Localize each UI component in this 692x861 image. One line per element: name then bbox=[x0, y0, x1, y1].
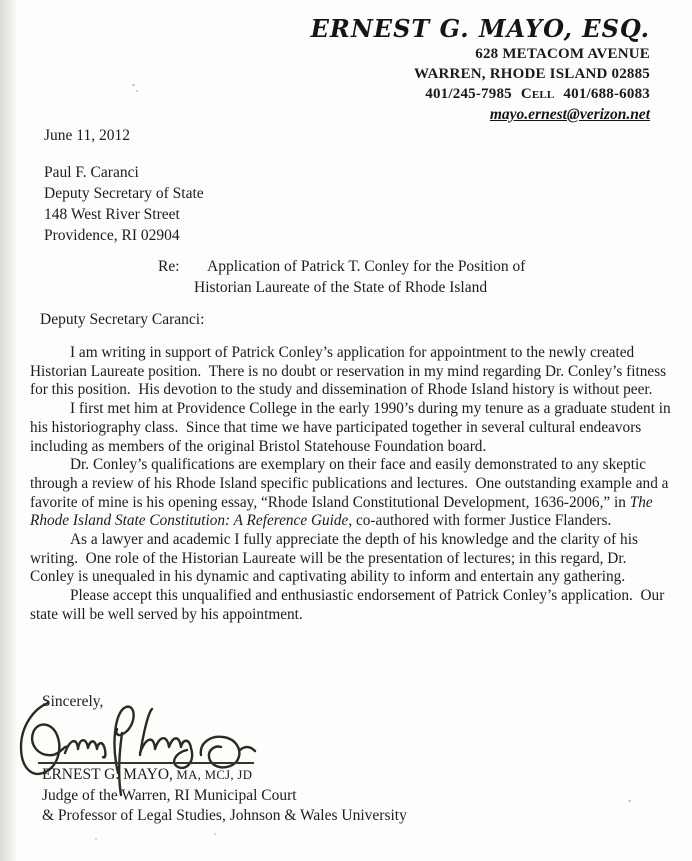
cell-label: Cell bbox=[520, 86, 555, 102]
letterhead-street: 628 METACOM AVENUE bbox=[475, 46, 650, 62]
re-block bbox=[158, 256, 525, 298]
recipient-address bbox=[44, 162, 204, 246]
scan-artifact bbox=[214, 833, 216, 835]
letterhead-email: mayo.ernest@verizon.net bbox=[489, 106, 650, 123]
book-title: The Rhode Island State Constitution: A Reference Guide bbox=[30, 493, 657, 530]
recipient-street: 148 West River Street bbox=[44, 206, 180, 223]
signer-title-2: & Professor of Legal Studies, Johnson & Wales University bbox=[42, 807, 407, 824]
scan-edge-shadow bbox=[0, 0, 18, 861]
paragraph-3-text: Dr. Conley’s qualifications are exemplary on their face and easily demonstrated to any skeptic through a review of his Rhode Island specific publications and lectures. One outstanding example and a favorite of mine is his opening essay, “Rhode Island Constitutional Development, 1636-2006,” in bbox=[30, 456, 673, 511]
letterhead bbox=[311, 14, 650, 125]
phone-home: 401/245-7985 bbox=[425, 86, 512, 102]
scan-artifact bbox=[628, 800, 631, 802]
valediction: Sincerely, bbox=[42, 693, 104, 710]
recipient-name: Paul F. Caranci bbox=[44, 164, 139, 181]
letter-body bbox=[30, 344, 675, 625]
scan-artifact bbox=[136, 90, 138, 92]
paragraph-3 bbox=[30, 456, 672, 531]
letterhead-name: ERNEST G. MAYO, ESQ. bbox=[310, 14, 650, 43]
recipient-title: Deputy Secretary of State bbox=[44, 185, 204, 202]
paragraph-2: I first met him at Providence College in the early 1990’s during my tenure as a graduate student in his historiography class. Since that time we have participated together in several cultural endeavors including as members of the original Bristol Statehouse Foundation board. bbox=[30, 400, 675, 455]
letterhead-city: WARREN, RHODE ISLAND 02885 bbox=[413, 66, 650, 82]
signature-underline bbox=[38, 762, 254, 764]
paragraph-1: I am writing in support of Patrick Conley’s application for appointment to the newly created Historian Laureate position. There is no doubt or reservation in my mind regarding Dr. Conley’s fitness for this position. His devotion to the study and dissemination of Rhode Island history is without peer. bbox=[30, 344, 670, 399]
credentials: MA, MCJ, JD bbox=[172, 768, 253, 782]
re-text bbox=[194, 256, 526, 298]
letterhead-phones bbox=[311, 84, 650, 104]
salutation: Deputy Secretary Caranci: bbox=[40, 311, 205, 328]
re-label: Re: bbox=[158, 258, 180, 275]
recipient-city: Providence, RI 02904 bbox=[44, 227, 180, 244]
scan-artifact bbox=[95, 838, 97, 840]
re-line1: Application of Patrick T. Conley for the Position of bbox=[207, 258, 526, 275]
phone-cell: 401/688-6083 bbox=[563, 86, 650, 102]
paragraph-4: As a lawyer and academic I fully appreciate the depth of his knowledge and the clarity of his writing. One role of the Historian Laureate will be the presentation of lectures; in this regard, Dr. Conley is unequaled in his dynamic and captivating ability to inform and entertain any gathering. bbox=[30, 531, 642, 586]
paragraph-5: Please accept this unqualified and enthusiastic endorsement of Patrick Conley’s application. Our state will be well served by his appointment. bbox=[30, 587, 669, 623]
re-line2: Historian Laureate of the State of Rhode Island bbox=[194, 279, 488, 296]
paragraph-3-end: , co-authored with former Justice Flanders. bbox=[348, 512, 612, 530]
typed-name bbox=[42, 766, 252, 784]
typed-name-text: ERNEST G. MAYO, bbox=[42, 766, 173, 783]
scan-artifact bbox=[132, 84, 135, 86]
signer-title-1: Judge of the Warren, RI Municipal Court bbox=[42, 787, 297, 804]
letter-date: June 11, 2012 bbox=[44, 127, 130, 144]
